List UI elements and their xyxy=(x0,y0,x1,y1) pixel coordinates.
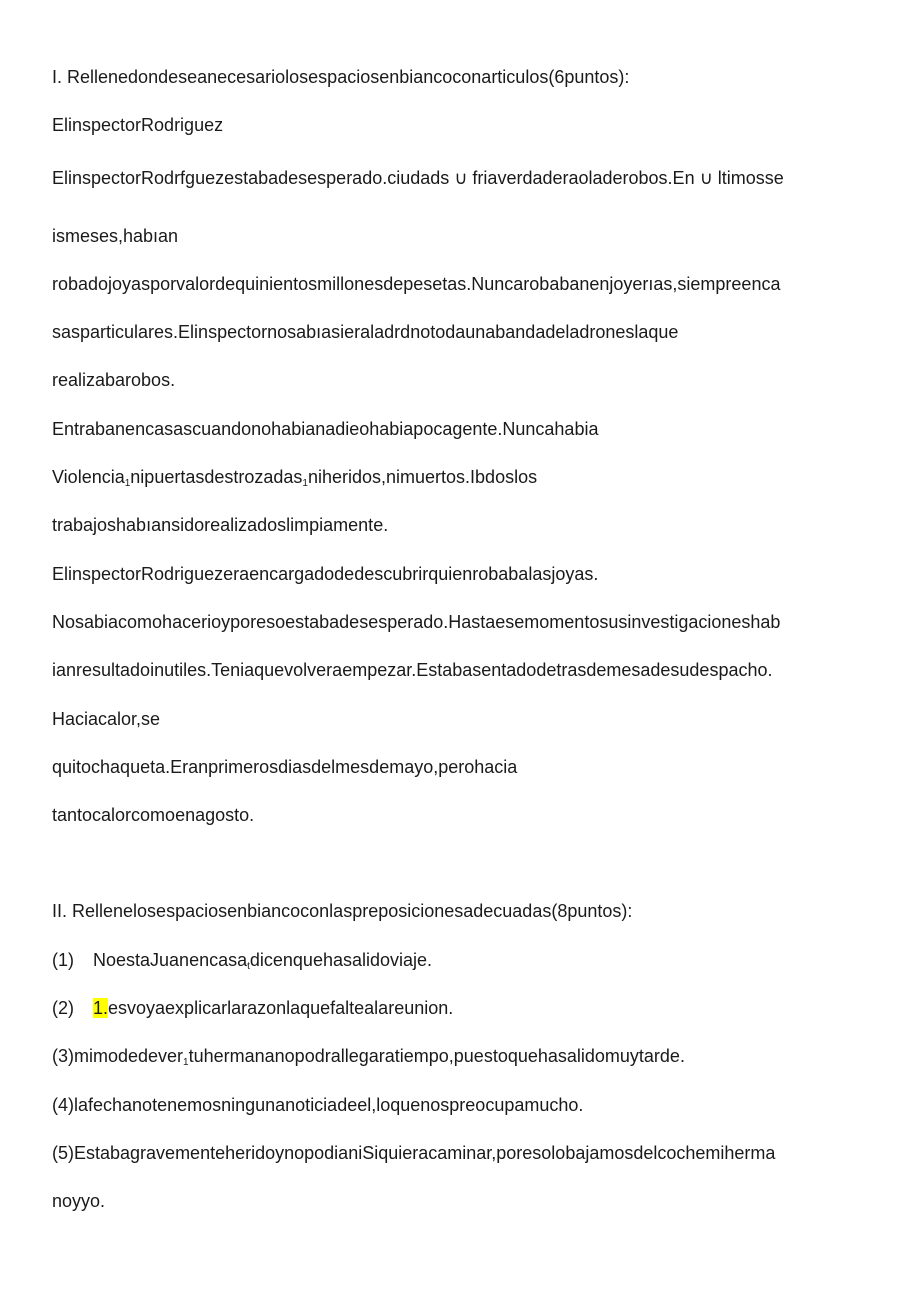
subscript-mark: t xyxy=(247,961,250,972)
text-line: Nosabiacomohacerioyporesoestabadesesperado.Hastaesemomentosusinvestigacioneshab xyxy=(52,612,781,632)
story-title: ElinspectorRodriguez xyxy=(52,115,224,135)
text-line: Haciacalor,se xyxy=(52,709,161,729)
text-line: ElinspectorRodriguezeraencargadodedescubrirquienrobabalasjoyas. xyxy=(52,564,599,584)
item-number: (2) xyxy=(52,998,74,1018)
highlighted-text: 1. xyxy=(93,998,109,1018)
exercise-item-4: (4)lafechanotenemosningunanoticiadeel,loquenospreocupamucho. xyxy=(52,1095,584,1115)
text-line: robadojoyasporvalordequinientosmillonesdepesetas.Nuncarobabanenjoyerıas,siempreenca xyxy=(52,274,781,294)
text-line-violencia xyxy=(52,466,537,488)
exercise-item-2 xyxy=(52,997,453,1019)
text-line: quitochaqueta.Eranprimerosdiasdelmesdemayo,perohacia xyxy=(52,757,518,777)
text-segment: niheridos,nimuertos.Ibdoslos xyxy=(307,467,538,487)
text-line: sasparticulares.Elinspectornosabıasieraladrdnotodaunabandadeladroneslaque xyxy=(52,322,679,342)
section1-heading: I. Rellenedondeseanecesariolosespaciosenbiancoconarticulos(6puntos): xyxy=(52,67,630,87)
text-line: ianresultadoinutiles.Teniaquevolveraempezar.Estabasentadodetrasdemesadesudespacho. xyxy=(52,660,773,680)
text-segment: esvoyaexplicarlarazonlaquefaltealareunion. xyxy=(108,998,454,1018)
exercise-item-5: (5)EstabagravementeheridoynopodianiSiquieracaminar,poresolobajamosdelcochemiherma xyxy=(52,1143,776,1163)
item-number: (1) xyxy=(52,950,74,970)
text-segment: dicenquehasalidoviaje. xyxy=(249,950,433,970)
text-line: tantocalorcomoenagosto. xyxy=(52,805,255,825)
text-line: ElinspectorRodrfguezestabadesesperado.ciudads ∪ friaverdaderaoladerobos.En ∪ ltimosse xyxy=(52,168,784,188)
text-segment: tuhermananopodrallegaratiempo,puestoquehasalidomuytarde. xyxy=(188,1046,685,1066)
text-segment: nipuertasdestrozadas xyxy=(130,467,303,487)
text-line: ismeses,habıan xyxy=(52,226,179,246)
text-segment: Violencia xyxy=(52,467,125,487)
subscript-mark: 1 xyxy=(124,478,131,489)
text-line: trabajoshabıansidorealizadoslimpiamente. xyxy=(52,515,389,535)
text-segment: NoestaJuanencasa xyxy=(93,950,248,970)
exercise-item-3 xyxy=(52,1045,685,1067)
text-line: realizabarobos. xyxy=(52,370,176,390)
text-line: Entrabanencasascuandonohabianadieohabiapocagente.Nuncahabia xyxy=(52,419,599,439)
exercise-item-5-continued: noyyo. xyxy=(52,1191,106,1211)
subscript-mark: 1 xyxy=(302,478,308,489)
text-segment: (3)mimodedever xyxy=(52,1046,184,1066)
section2-heading: II. Rellenelosespaciosenbiancoconlaspreposicionesadecuadas(8puntos): xyxy=(52,901,633,921)
subscript-mark: 1 xyxy=(183,1057,189,1068)
exercise-item-1 xyxy=(52,949,432,971)
